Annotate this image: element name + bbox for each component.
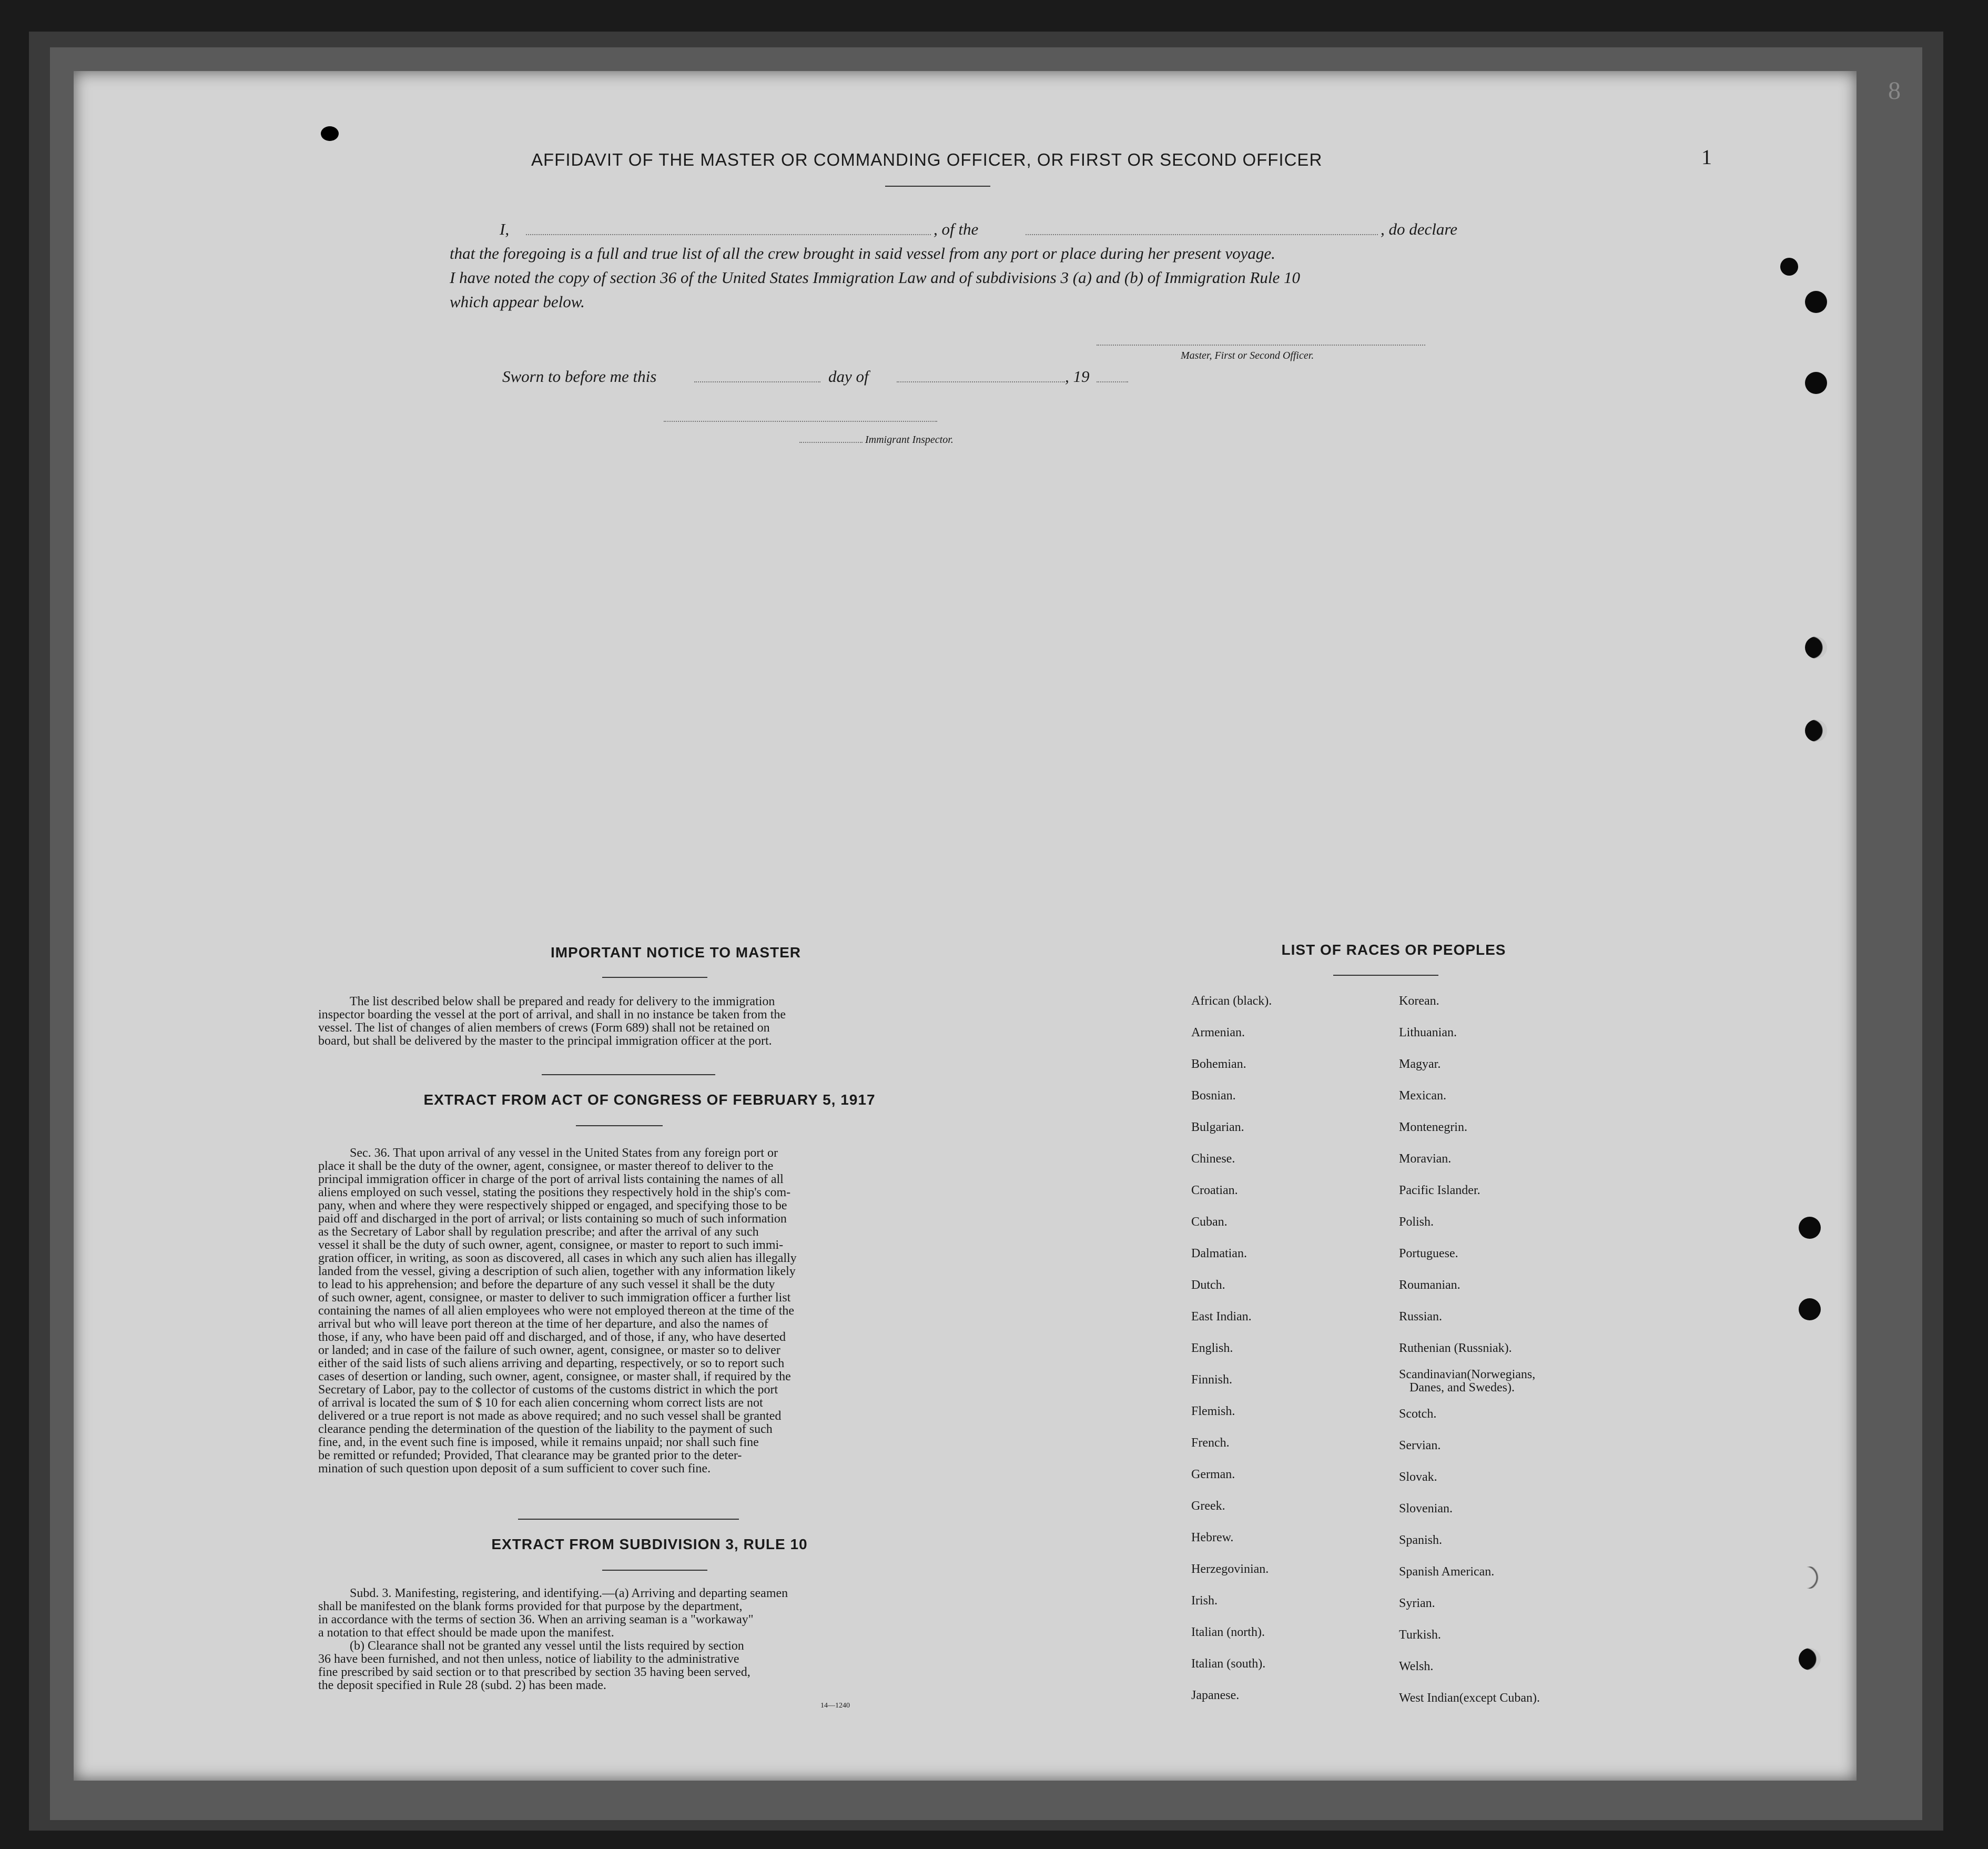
act-line: containing the names of all alien employees who were not employed thereon at the time of the [318, 1304, 795, 1318]
race-right: Polish. [1399, 1215, 1434, 1229]
notice-line: inspector boarding the vessel at the port of arrival, and shall in no instance be taken from the [318, 1008, 786, 1022]
name-field[interactable] [526, 234, 931, 235]
act-line: clearance pending the determination of the question of the liability to the payment of such [318, 1422, 773, 1436]
act-line: landed from the vessel, giving a description of such alien, together with any information likely [318, 1265, 796, 1278]
act-line: or landed; and in case of the failure of such owner, agent, consignee, or master so to deliver [318, 1343, 780, 1357]
race-left: Flemish. [1191, 1405, 1235, 1418]
signature-label: Master, First or Second Officer. [1181, 350, 1314, 361]
year-label: , 19 [1065, 367, 1090, 386]
of-the-label: , of the [934, 220, 979, 238]
signature-field[interactable] [1097, 345, 1425, 346]
race-left: French. [1191, 1436, 1230, 1450]
race-right: Turkish. [1399, 1628, 1441, 1642]
rule-title-rule [602, 1570, 707, 1571]
race-right-continued: Danes, and Swedes). [1409, 1381, 1515, 1395]
notice-body [318, 995, 910, 1048]
punch-hole-top-left [321, 126, 339, 141]
act-line: to lead to his apprehension; and before the departure of any such vessel it shall be the duty [318, 1278, 775, 1291]
notice-line: vessel. The list of changes of alien members of crews (Form 689) shall not be retained on [318, 1021, 770, 1035]
act-line: Secretary of Labor, pay to the collector of customs of the customs district in which the port [318, 1383, 778, 1397]
race-right: Portuguese. [1399, 1247, 1458, 1260]
race-left: Japanese. [1191, 1689, 1240, 1702]
race-left: Italian (north). [1191, 1625, 1265, 1639]
inspector-dots [799, 442, 863, 443]
act-title: EXTRACT FROM ACT OF CONGRESS OF FEBRUARY 5, 1917 [423, 1092, 876, 1108]
affidavit-title: AFFIDAVIT OF THE MASTER OR COMMANDING OFFICER, OR FIRST OR SECOND OFFICER [531, 150, 1323, 169]
act-line: vessel it shall be the duty of such owner, agent, consignee, or master to report to such immi- [318, 1238, 784, 1252]
act-line: delivered or a true report is not made as above required; and no such vessel shall be granted [318, 1409, 782, 1423]
act-line: be remitted or refunded; Provided, That clearance may be granted prior to the deter- [318, 1449, 742, 1462]
form-code: 14—1240 [820, 1702, 850, 1710]
race-right: Slovak. [1399, 1470, 1437, 1484]
binder-hole [1805, 291, 1827, 313]
race-right: Scotch. [1399, 1407, 1437, 1421]
rule-line: shall be manifested on the blank forms provided for that purpose by the department, [318, 1600, 743, 1613]
manifest-page [74, 71, 1857, 1781]
act-line: arrival but who will leave port thereon at the time of her departure, and also the names of [318, 1317, 768, 1331]
act-line: aliens employed on such vessel, stating the positions they respectively hold in the ship's com- [318, 1186, 791, 1199]
rule-line: 36 have been furnished, and not then unless, notice of liability to the administrative [318, 1652, 739, 1666]
binder-hole [1805, 372, 1827, 394]
race-right: Moravian. [1399, 1152, 1452, 1166]
rule-line: (b) Clearance shall not be granted any vessel until the lists required by section [350, 1639, 744, 1653]
day-of-label: day of [828, 367, 869, 386]
notice-title: IMPORTANT NOTICE TO MASTER [550, 944, 802, 961]
race-right: Montenegrin. [1399, 1120, 1467, 1134]
race-right: Lithuanian. [1399, 1026, 1457, 1039]
act-line: cases of desertion or landing, such owner, agent, consignee, or master shall, if required by the [318, 1370, 791, 1383]
affidavit-line-1 [500, 217, 1499, 241]
race-right: Spanish American. [1399, 1565, 1495, 1579]
act-line: as the Secretary of Labor shall by regulation prescribe; and after the arrival of any such [318, 1225, 759, 1239]
race-left: Chinese. [1191, 1152, 1235, 1166]
act-line: those, if any, who have been paid off and discharged, and of those, if any, who have deserted [318, 1330, 786, 1344]
race-right: Syrian. [1399, 1597, 1435, 1610]
race-left: Hebrew. [1191, 1531, 1234, 1544]
binder-hole [1799, 1217, 1821, 1239]
rule-line: in accordance with the terms of section 36. When an arriving seaman is a "workaway" [318, 1613, 754, 1626]
title-rule [885, 186, 990, 187]
race-left: African (black). [1191, 994, 1272, 1008]
act-line: mination of such question upon deposit of a sum sufficient to cover such fine. [318, 1462, 711, 1476]
corner-mark: 8 [1888, 77, 1901, 105]
binder-hole [1805, 720, 1827, 742]
sworn-label: Sworn to before me this [502, 367, 657, 386]
act-rule [576, 1125, 663, 1126]
race-left: Dutch. [1191, 1278, 1225, 1292]
race-right: Slovenian. [1399, 1502, 1453, 1515]
race-left: Irish. [1191, 1594, 1218, 1608]
act-body [318, 1147, 910, 1476]
races-title: LIST OF RACES OR PEOPLES [1281, 942, 1506, 958]
race-left: Cuban. [1191, 1215, 1228, 1229]
race-right: Pacific Islander. [1399, 1184, 1480, 1197]
race-left: Armenian. [1191, 1026, 1245, 1039]
race-left: Croatian. [1191, 1184, 1238, 1197]
declare-label: , do declare [1381, 220, 1458, 238]
notice-rule [602, 977, 707, 978]
inspector-label: Immigrant Inspector. [865, 434, 954, 446]
race-left: Italian (south). [1191, 1657, 1266, 1671]
race-right: Magyar. [1399, 1057, 1441, 1071]
vessel-field[interactable] [1026, 234, 1378, 235]
binder-hole [1780, 258, 1798, 276]
race-right: Mexican. [1399, 1089, 1446, 1103]
race-left: Herzegovinian. [1191, 1562, 1269, 1576]
act-line: fine, and, in the event such fine is imposed, while it remains unpaid; nor shall such fine [318, 1436, 759, 1449]
act-line: pany, when and where they were respectively shipped or engaged, and specifying those to be [318, 1199, 787, 1213]
race-right: Russian. [1399, 1310, 1443, 1323]
act-line: of arrival is located the sum of $ 10 for each alien concerning whom correct lists are not [318, 1396, 763, 1410]
act-line: Sec. 36. That upon arrival of any vessel in the United States from any foreign port or [350, 1146, 778, 1160]
sworn-day-field[interactable] [694, 381, 820, 382]
race-left: Bohemian. [1191, 1057, 1246, 1071]
race-right: West Indian(except Cuban). [1399, 1691, 1540, 1705]
race-right: Roumanian. [1399, 1278, 1460, 1292]
act-line: place it shall be the duty of the owner, agent, consignee, or master thereof to deliver to the [318, 1159, 774, 1173]
rule-body [318, 1587, 910, 1692]
race-left: Greek. [1191, 1499, 1225, 1513]
rule-line: a notation to that effect should be made upon the manifest. [318, 1626, 614, 1640]
race-right: Scandinavian(Norwegians, [1399, 1368, 1536, 1381]
rule-line: Subd. 3. Manifesting, registering, and identifying.—(a) Arriving and departing seamen [350, 1587, 788, 1600]
sworn-line [502, 365, 1186, 389]
race-left: Dalmatian. [1191, 1247, 1247, 1260]
race-left: Finnish. [1191, 1373, 1233, 1387]
act-line: principal immigration officer in charge of the port of arrival lists containing the names of all [318, 1173, 784, 1186]
race-right: Servian. [1399, 1439, 1441, 1452]
binder-hole [1799, 1298, 1821, 1320]
race-left: German. [1191, 1468, 1235, 1481]
races-rule [1333, 975, 1438, 976]
race-left: East Indian. [1191, 1310, 1252, 1323]
binder-hole [1799, 1648, 1821, 1670]
rule-title: EXTRACT FROM SUBDIVISION 3, RULE 10 [491, 1536, 808, 1552]
binder-hole [1805, 636, 1827, 659]
act-line: paid off and discharged in the port of arrival; or lists containing so much of such information [318, 1212, 787, 1226]
race-right: Spanish. [1399, 1533, 1443, 1547]
notice-line: The list described below shall be prepared and ready for delivery to the immigration [350, 995, 775, 1008]
affidavit-line-3: I have noted the copy of section 36 of the United States Immigration Law and of subdivisions 3 (a) and (b) of Immigration Rule 10 [450, 268, 1300, 287]
page-number: 1 [1701, 145, 1712, 169]
act-line: gration officer, in writing, as soon as discovered, all cases in which any such alien has illegally [318, 1251, 797, 1265]
inspector-signature-field[interactable] [664, 421, 937, 422]
binder-hole [1799, 1567, 1821, 1589]
affidavit-line-4: which appear below. [450, 292, 585, 311]
sworn-year-field[interactable] [1097, 381, 1128, 382]
act-line: either of the said lists of such aliens arriving and departing, respectively, or so to report such [318, 1357, 785, 1370]
race-right: Welsh. [1399, 1660, 1434, 1673]
race-left: English. [1191, 1341, 1233, 1355]
race-right: Korean. [1399, 994, 1439, 1008]
section-divider [542, 1074, 715, 1075]
sworn-month-field[interactable] [897, 381, 1065, 382]
section-divider [518, 1519, 739, 1520]
rule-line: fine prescribed by said section or to that prescribed by section 35 having been served, [318, 1665, 750, 1679]
affidavit-line-2: that the foregoing is a full and true list of all the crew brought in said vessel from any port or place during her present voyage. [450, 244, 1275, 262]
i-label: I, [500, 220, 510, 238]
act-line: of such owner, agent, consignee, or master to deliver to such immigration officer a further list [318, 1291, 791, 1305]
race-left: Bosnian. [1191, 1089, 1236, 1103]
rule-line: the deposit specified in Rule 28 (subd. 2) has been made. [318, 1679, 606, 1692]
race-left: Bulgarian. [1191, 1120, 1244, 1134]
race-right: Ruthenian (Russniak). [1399, 1341, 1512, 1355]
notice-line: board, but shall be delivered by the master to the principal immigration officer at the port. [318, 1034, 772, 1048]
